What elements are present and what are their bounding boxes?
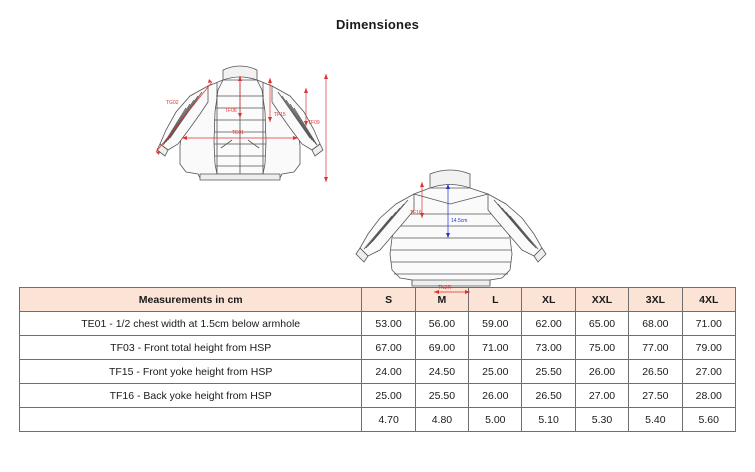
row-label: TF16 - Back yoke height from HSP [20,384,362,408]
column-header-xxl: XXL [575,288,628,312]
cell-3xl: 68.00 [629,312,682,336]
cell-xxl: 65.00 [575,312,628,336]
cell-xxl: 75.00 [575,336,628,360]
cell-s: 25.00 [362,384,415,408]
dimension-label-tf15: TF15 [274,112,286,118]
cell-s: 24.00 [362,360,415,384]
dimension-label-te01: TE01 [232,130,244,136]
table-row [20,360,736,384]
dimension-label-back-depth: 14.5cm [451,218,468,224]
cell-l: 5.00 [469,408,522,432]
row-label: TF15 - Front yoke height from HSP [20,360,362,384]
row-label [20,408,362,432]
row-label: TE01 - 1/2 chest width at 1.5cm below armhole [20,312,362,336]
cell-m: 25.50 [415,384,468,408]
table-row [20,336,736,360]
cell-4xl: 71.00 [682,312,735,336]
cell-xxl: 5.30 [575,408,628,432]
dimension-label-tn2r: TN2R [438,285,452,291]
row-label: TF03 - Front total height from HSP [20,336,362,360]
cell-4xl: 5.60 [682,408,735,432]
cell-3xl: 27.50 [629,384,682,408]
cell-4xl: 79.00 [682,336,735,360]
cell-xxl: 27.00 [575,384,628,408]
cell-4xl: 28.00 [682,384,735,408]
column-header-l: L [469,288,522,312]
cell-xl: 25.50 [522,360,575,384]
cell-s: 53.00 [362,312,415,336]
cell-xl: 26.50 [522,384,575,408]
cell-3xl: 77.00 [629,336,682,360]
back-jacket-diagram [330,152,590,317]
cell-4xl: 27.00 [682,360,735,384]
front-jacket-diagram [120,52,360,217]
cell-m: 4.80 [415,408,468,432]
cell-xl: 5.10 [522,408,575,432]
page-title: Dimensiones [335,17,420,32]
cell-l: 26.00 [469,384,522,408]
cell-3xl: 5.40 [629,408,682,432]
dimension-label-tg02: TG02 [166,100,179,106]
cell-l: 25.00 [469,360,522,384]
column-header-3xl: 3XL [629,288,682,312]
column-header-s: S [362,288,415,312]
table-row [20,408,736,432]
figure-area [0,32,755,291]
table-row [20,384,736,408]
cell-m: 24.50 [415,360,468,384]
cell-l: 71.00 [469,336,522,360]
column-header-4xl: 4XL [682,288,735,312]
column-header-xl: XL [522,288,575,312]
cell-xl: 62.00 [522,312,575,336]
dimension-label-tf09: TF09 [308,120,320,126]
dimension-label-tf16: TF16 [410,210,422,216]
cell-m: 69.00 [415,336,468,360]
cell-xl: 73.00 [522,336,575,360]
cell-s: 67.00 [362,336,415,360]
cell-xxl: 26.00 [575,360,628,384]
cell-m: 56.00 [415,312,468,336]
cell-3xl: 26.50 [629,360,682,384]
cell-l: 59.00 [469,312,522,336]
column-header-m: M [415,288,468,312]
dimension-label-tf06: TF06 [225,108,237,114]
column-header-measurements: Measurements in cm [20,288,362,312]
cell-s: 4.70 [362,408,415,432]
